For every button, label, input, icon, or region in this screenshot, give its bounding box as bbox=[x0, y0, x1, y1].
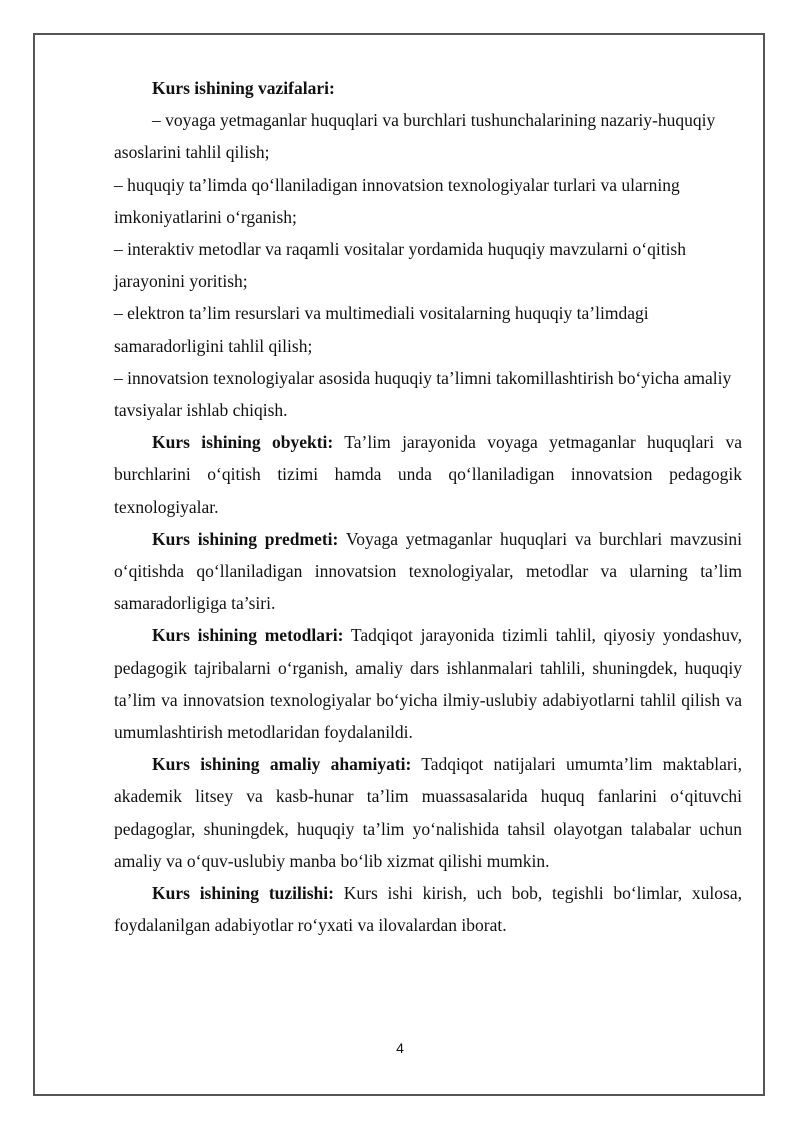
practical-paragraph bbox=[114, 748, 742, 877]
structure-paragraph bbox=[114, 877, 742, 941]
practical-text: Tadqiqot natijalari umumta’lim maktablari, akademik litsey va kasb-hunar ta’lim muassasalarida huquq fanlarini o‘qituvchi pedagoglar, shuningdek, huquqiy ta’lim yo‘nalishida tahsil olayotgan talabalar uchun amaliy va o‘quv-uslubiy manba bo‘lib xizmat qilishi mumkin. bbox=[114, 754, 742, 871]
methods-text: Tadqiqot jarayonida tizimli tahlil, qiyosiy yondashuv, pedagogik tajribalarni o‘rganish, amaliy dars ishlanmalari tahlili, shuningdek, huquqiy ta’lim va innovatsion texnologiyalar bo‘yicha ilmiy-uslubiy adabiyotlarni tahlil qilish va umumlashtirish metodlaridan foydalanildi. bbox=[114, 625, 742, 743]
methods-label: Kurs ishining metodlari: bbox=[152, 625, 344, 646]
object-text: Ta’lim jarayonida voyaga yetmaganlar huquqlari va burchlarini o‘qitish tizimi hamda unda qo‘llaniladigan innovatsion pedagogik texnologiyalar. bbox=[114, 432, 742, 517]
object-paragraph bbox=[114, 426, 742, 523]
tasks-heading: Kurs ishining vazifalari: bbox=[152, 78, 335, 98]
task-item-5: – innovatsion texnologiyalar asosida huquqiy ta’limni takomillashtirish bo‘yicha amaliy tavsiyalar ishlab chiqish. bbox=[114, 367, 732, 421]
subject-paragraph bbox=[114, 523, 742, 620]
task-item-2: – huquqiy ta’limda qo‘llaniladigan innovatsion texnologiyalar turlari va ularning imkoniyatlarini o‘rganish; bbox=[114, 174, 680, 227]
object-label: Kurs ishining obyekti: bbox=[152, 432, 334, 453]
structure-label: Kurs ishining tuzilishi: bbox=[152, 883, 334, 904]
subject-text: Voyaga yetmaganlar huquqlari va burchlari mavzusini o‘qitishda qo‘llaniladigan innovatsion texnologiyalar, metodlar va ularning ta’lim samaradorligiga ta’siri. bbox=[114, 528, 742, 614]
methods-paragraph bbox=[114, 619, 742, 748]
document-body bbox=[114, 72, 742, 941]
task-item-1: – voyaga yetmaganlar huquqlari va burchlari tushunchalarining nazariy-huquqiy asoslarini tahlil qilish; bbox=[114, 110, 716, 163]
page-number: 4 bbox=[396, 1040, 404, 1056]
subject-label: Kurs ishining predmeti: bbox=[152, 528, 339, 549]
task-item-4: – elektron ta’lim resurslari va multimediali vositalarning huquqiy ta’limdagi samaradorligini tahlil qilish; bbox=[114, 303, 649, 356]
structure-text: Kurs ishi kirish, uch bob, tegishli bo‘limlar, xulosa, foydalanilgan adabiyotlar ro‘yxati va ilovalardan iborat. bbox=[114, 883, 742, 936]
practical-label: Kurs ishining amaliy ahamiyati: bbox=[152, 754, 412, 775]
task-item-3: – interaktiv metodlar va raqamli vositalar yordamida huquqiy mavzularni o‘qitish jarayonini yoritish; bbox=[114, 239, 686, 292]
